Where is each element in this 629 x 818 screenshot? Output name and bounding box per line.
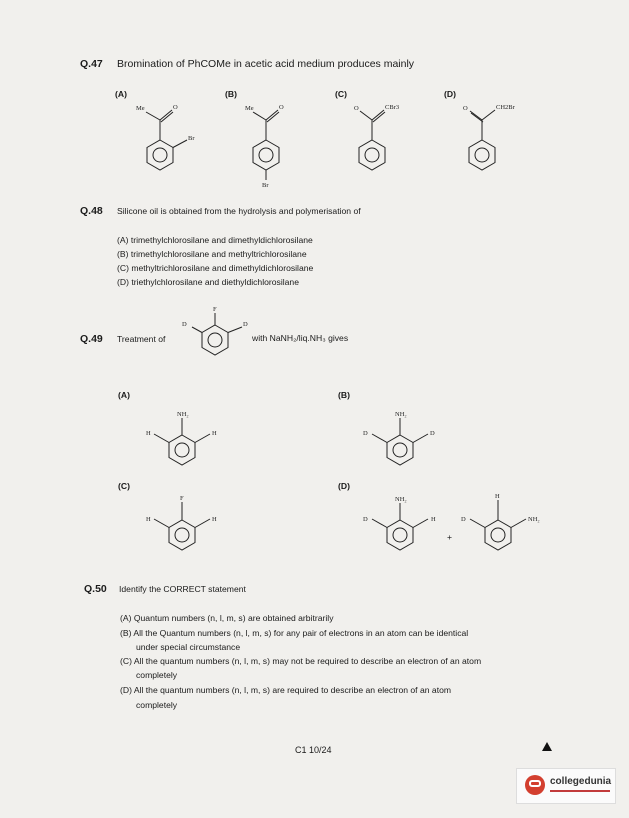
q47-c-o-label: O: [354, 105, 359, 112]
q50-option-c-cont: completely: [136, 670, 178, 680]
q50-number: Q.50: [84, 583, 107, 595]
q49-reactant-d-right-label: D: [243, 321, 248, 328]
q47-structure-c: [350, 98, 420, 178]
q50-option-d: (D) All the quantum numbers (n, l, m, s) are required to describe an electron of an atom: [120, 685, 452, 695]
q47-b-o-label: O: [279, 104, 284, 111]
q48-option-b: (B) trimethylchlorosilane and methyltrichlorosilane: [117, 249, 307, 259]
q49-structure-b: [358, 400, 448, 480]
q49-structure-d-product-1: [358, 490, 448, 570]
q47-b-br-label: Br: [262, 182, 269, 189]
q47-c-cbr3-label: CBr3: [385, 104, 400, 111]
q50-option-b: (B) All the Quantum numbers (n, l, m, s) for any pair of electrons in an atom can be identical: [120, 628, 469, 638]
q49-prefix: Treatment of: [117, 334, 166, 344]
q48-option-a: (A) trimethylchlorosilane and dimethyldichlorosilane: [117, 235, 313, 245]
q49-number: Q.49: [80, 333, 103, 345]
q48-number: Q.48: [80, 205, 103, 217]
q49-option-c: (C): [118, 481, 130, 491]
q49-b-d-right-label: D: [430, 430, 435, 437]
q49-d1-d-label: D: [363, 516, 368, 523]
q50-text: Identify the CORRECT statement: [119, 584, 246, 594]
q49-option-d: (D): [338, 481, 350, 491]
q47-d-ch2br-label: CH2Br: [496, 104, 515, 111]
q50-option-d-cont: completely: [136, 700, 178, 710]
q47-a-br-label: Br: [188, 135, 195, 142]
q47-d-o-label: O: [463, 105, 468, 112]
q47-option-b: (B): [225, 89, 237, 99]
q49-b-d-left-label: D: [363, 430, 368, 437]
q47-a-me-label: Me: [136, 105, 145, 112]
q47-b-me-label: Me: [245, 105, 254, 112]
q47-structure-d: [458, 98, 538, 178]
q47-option-c: (C): [335, 89, 347, 99]
q49-structure-c: [140, 490, 230, 570]
q49-c-h-left-label: H: [146, 516, 151, 523]
q49-suffix: with NaNH₂/liq.NH₃ gives: [252, 333, 349, 343]
q49-option-a: (A): [118, 390, 130, 400]
logo-underline: [550, 790, 610, 792]
q49-structure-a: [140, 400, 230, 480]
q49-c-f-label: F: [180, 495, 184, 502]
q48-option-c: (C) methyltrichlorosilane and dimethyldichlorosilane: [117, 263, 314, 273]
collegedunia-logo: [516, 768, 616, 804]
q47-option-a: (A): [115, 89, 127, 99]
q49-d2-nh2-label: NH₂: [528, 516, 540, 523]
q49-reactant-d-left-label: D: [182, 321, 187, 328]
q49-d1-h-label: H: [431, 516, 436, 523]
q49-d1-nh2-label: NH₂: [395, 496, 407, 503]
q47-option-d: (D): [444, 89, 456, 99]
q47-text: Bromination of PhCOMe in acetic acid medium produces mainly: [117, 58, 415, 70]
q47-number: Q.47: [80, 58, 103, 70]
q49-c-h-right-label: H: [212, 516, 217, 523]
q49-option-b: (B): [338, 390, 350, 400]
q47-a-o-label: O: [173, 104, 178, 111]
q49-reactant-structure: [180, 305, 260, 375]
q50-option-a: (A) Quantum numbers (n, l, m, s) are obtained arbitrarily: [120, 613, 334, 623]
q49-structure-d-product-2: [456, 490, 556, 570]
q48-option-d: (D) triethylchlorosilane and diethyldichlorosilane: [117, 277, 299, 287]
graduation-logo-icon: [525, 775, 545, 795]
q49-d2-d-label: D: [461, 516, 466, 523]
q49-plus-sign: +: [447, 532, 453, 542]
q49-b-nh2-label: NH₂: [395, 411, 407, 418]
q49-a-h-left-label: H: [146, 430, 151, 437]
q49-a-h-right-label: H: [212, 430, 217, 437]
q48-text: Silicone oil is obtained from the hydrolysis and polymerisation of: [117, 206, 361, 216]
page-number: C1 10/24: [295, 745, 332, 755]
q49-reactant-f-label: F: [213, 306, 217, 313]
q47-structure-b: [240, 98, 310, 188]
q50-option-b-cont: under special circumstance: [136, 642, 241, 652]
q49-d2-h-label: H: [495, 493, 500, 500]
q49-a-nh2-label: NH₂: [177, 411, 189, 418]
q50-option-c: (C) All the quantum numbers (n, l, m, s) may not be required to describe an electron of an atom: [120, 656, 482, 666]
logo-text: collegedunia: [550, 776, 612, 787]
next-page-triangle-icon[interactable]: [542, 742, 552, 751]
q47-structure-a: [130, 98, 220, 178]
